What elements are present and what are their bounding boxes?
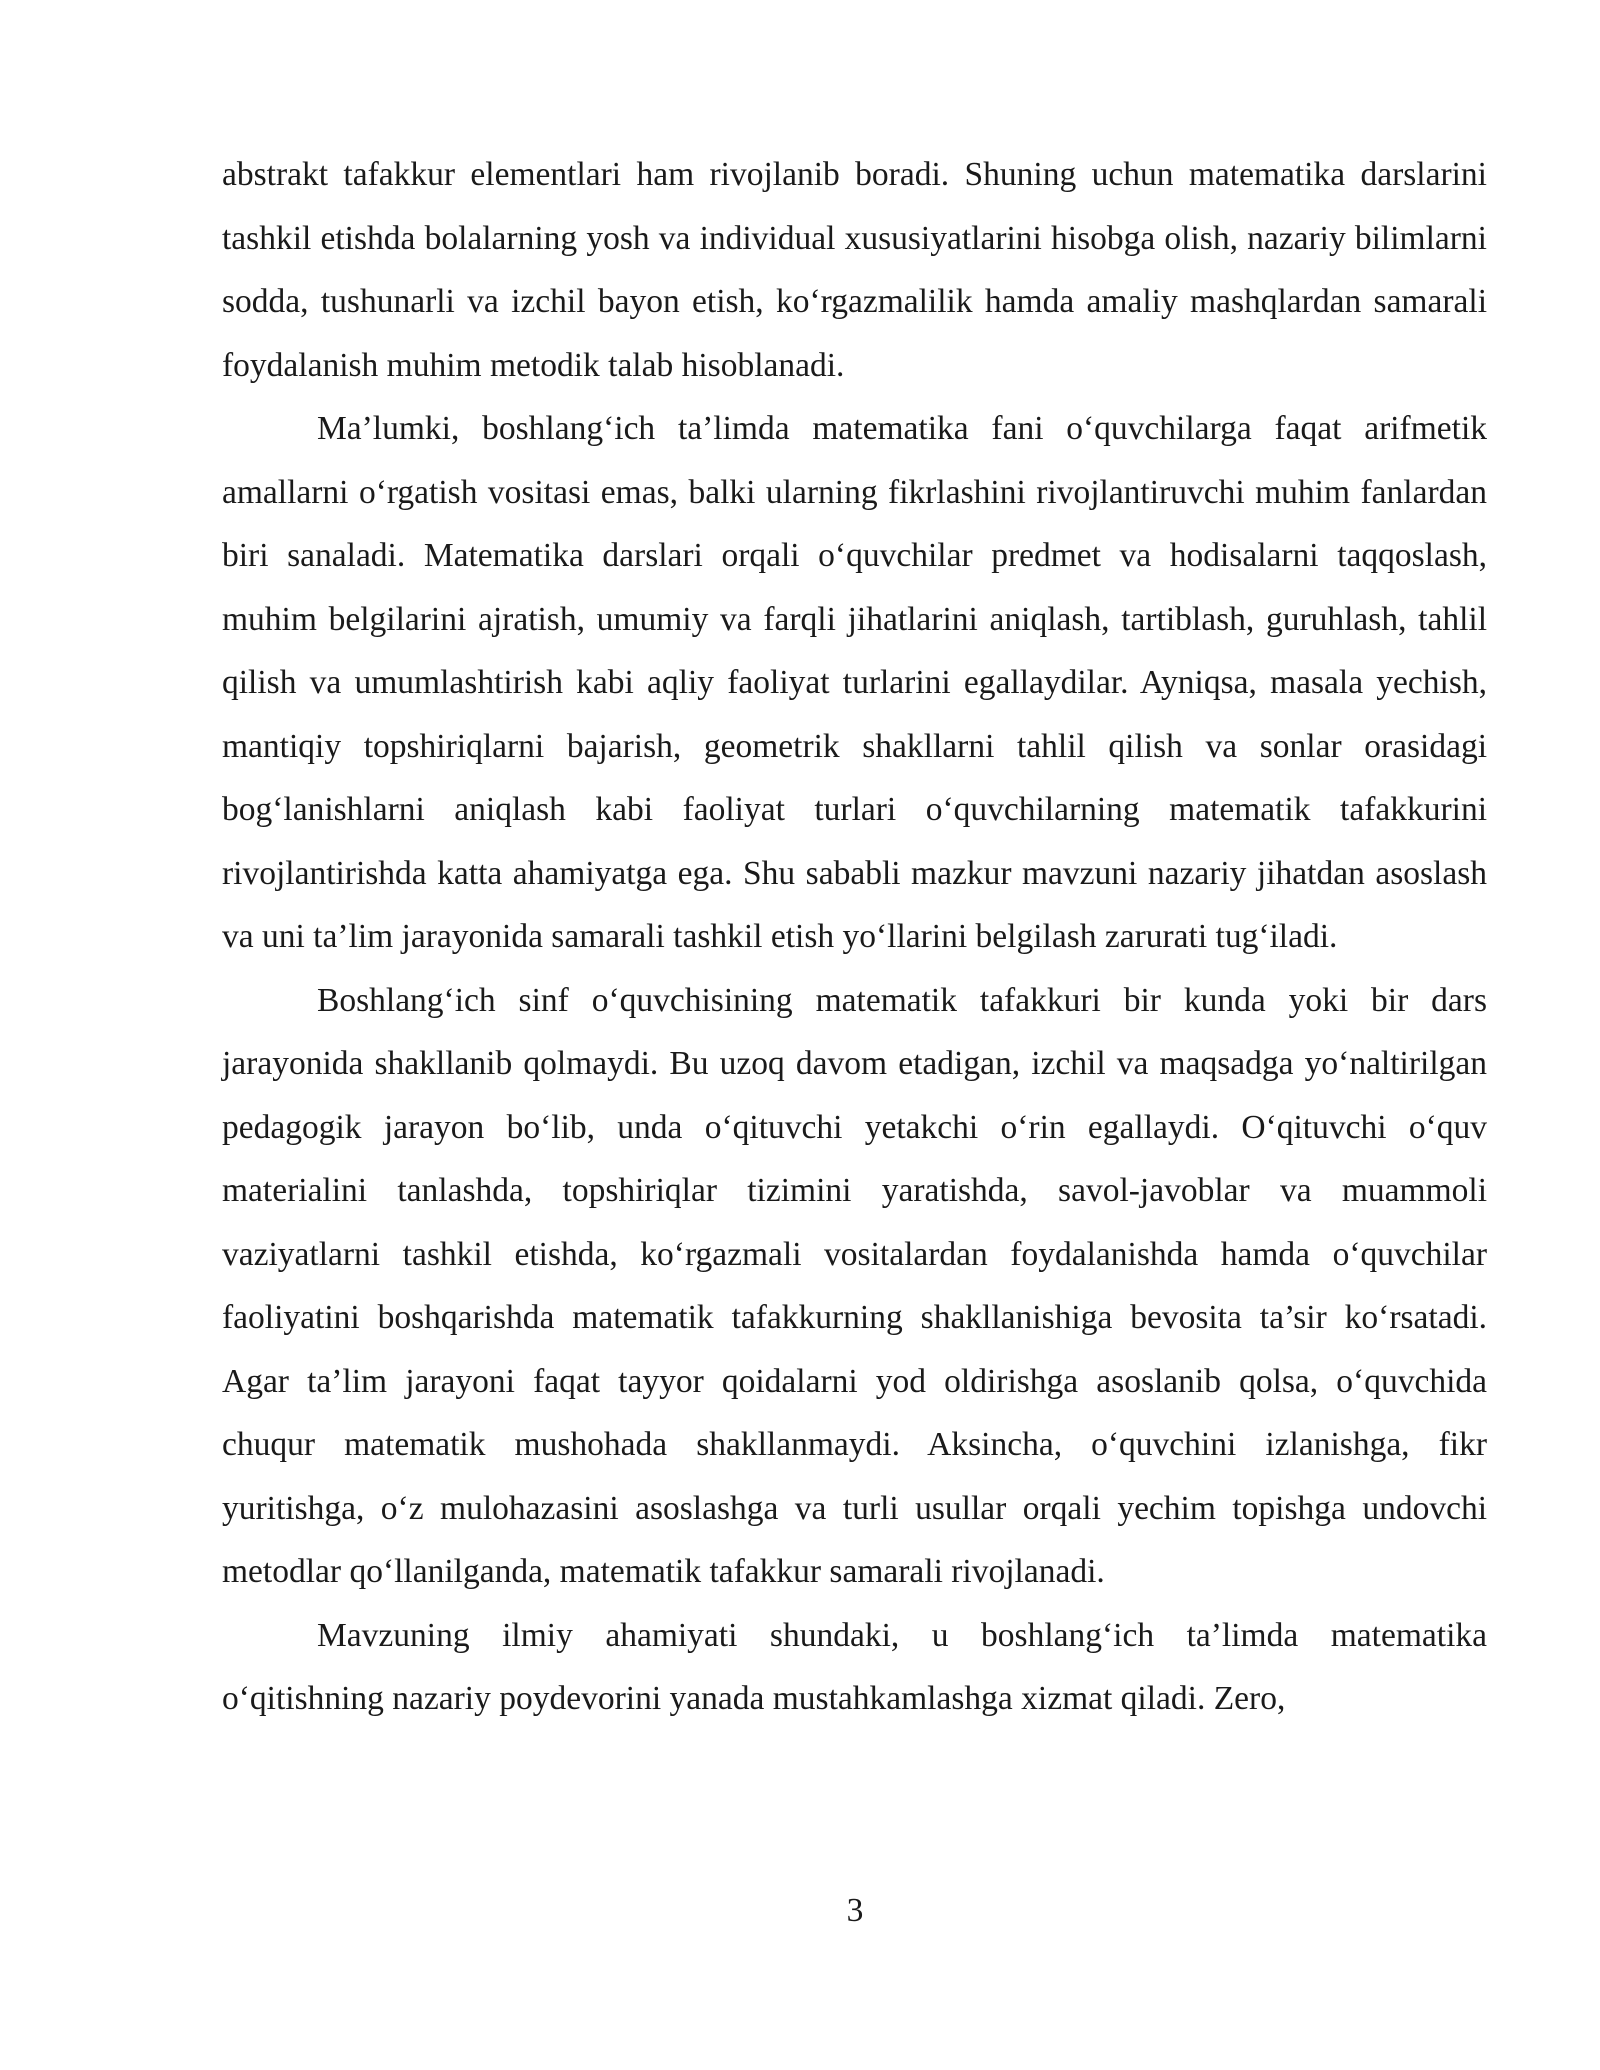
- paragraph: Mavzuning ilmiy ahamiyati shundaki, u boshlang‘ich ta’limda matematika o‘qitishning nazariy poydevorini yanada mustahkamlashga xizmat qiladi. Zero,: [222, 1616, 1487, 1717]
- paragraph: Boshlang‘ich sinf o‘quvchisining matematik tafakkuri bir kunda yoki bir dars jarayonida shakllanib qolmaydi. Bu uzoq davom etadigan, izchil va maqsadga yo‘naltirilgan pedagogik jarayon bo‘lib, unda o‘qituvchi yetakchi o‘rin egallaydi. O‘qituvchi o‘quv materialini tanlashda, topshiriqlar tizimini yaratishda, savol-javoblar va muammoli vaziyatlarni tashkil etishda, ko‘rgazmali vositalardan foydalanishda hamda o‘quvchilar faoliyatini boshqarishda matematik tafakkurning shakllanishiga bevosita ta’sir ko‘rsatadi. Agar ta’lim jarayoni faqat tayyor qoidalarni yod oldirishga asoslanib qolsa, o‘quvchida chuqur matematik mushohada shakllanmaydi. Aksincha, o‘quvchini izlanishga, fikr yuritishga, o‘z mulohazasini asoslashga va turli usullar orqali yechim topishga undovchi metodlar qo‘llanilganda, matematik tafakkur samarali rivojlanadi.: [222, 981, 1487, 1590]
- document-body: [222, 143, 1487, 1731]
- paragraph-continuation: abstrakt tafakkur elementlari ham rivojlanib boradi. Shuning uchun matematika darslarini tashkil etishda bolalarning yosh va individual xususiyatlarini hisobga olish, nazariy bilimlarni sodda, tushunarli va izchil bayon etish, ko‘rgazmalilik hamda amaliy mashqlardan samarali foydalanish muhim metodik talab hisoblanadi.: [222, 156, 1487, 384]
- page-number: 3: [846, 1892, 864, 1929]
- paragraph: Ma’lumki, boshlang‘ich ta’limda matematika fani o‘quvchilarga faqat arifmetik amallarni o‘rgatish vositasi emas, balki ularning fikrlashini rivojlantiruvchi muhim fanlardan biri sanaladi. Matematika darslari orqali o‘quvchilar predmet va hodisalarni taqqoslash, muhim belgilarini ajratish, umumiy va farqli jihatlarini aniqlash, tartiblash, guruhlash, tahlil qilish va umumlashtirish kabi aqliy faoliyat turlarini egallaydilar. Ayniqsa, masala yechish, mantiqiy topshiriqlarni bajarish, geometrik shakllarni tahlil qilish va sonlar orasidagi bog‘lanishlarni aniqlash kabi faoliyat turlari o‘quvchilarning matematik tafakkurini rivojlantirishda katta ahamiyatga ega. Shu sababli mazkur mavzuni nazariy jihatdan asoslash va uni ta’lim jarayonida samarali tashkil etish yo‘llarini belgilash zarurati tug‘iladi.: [222, 410, 1487, 955]
